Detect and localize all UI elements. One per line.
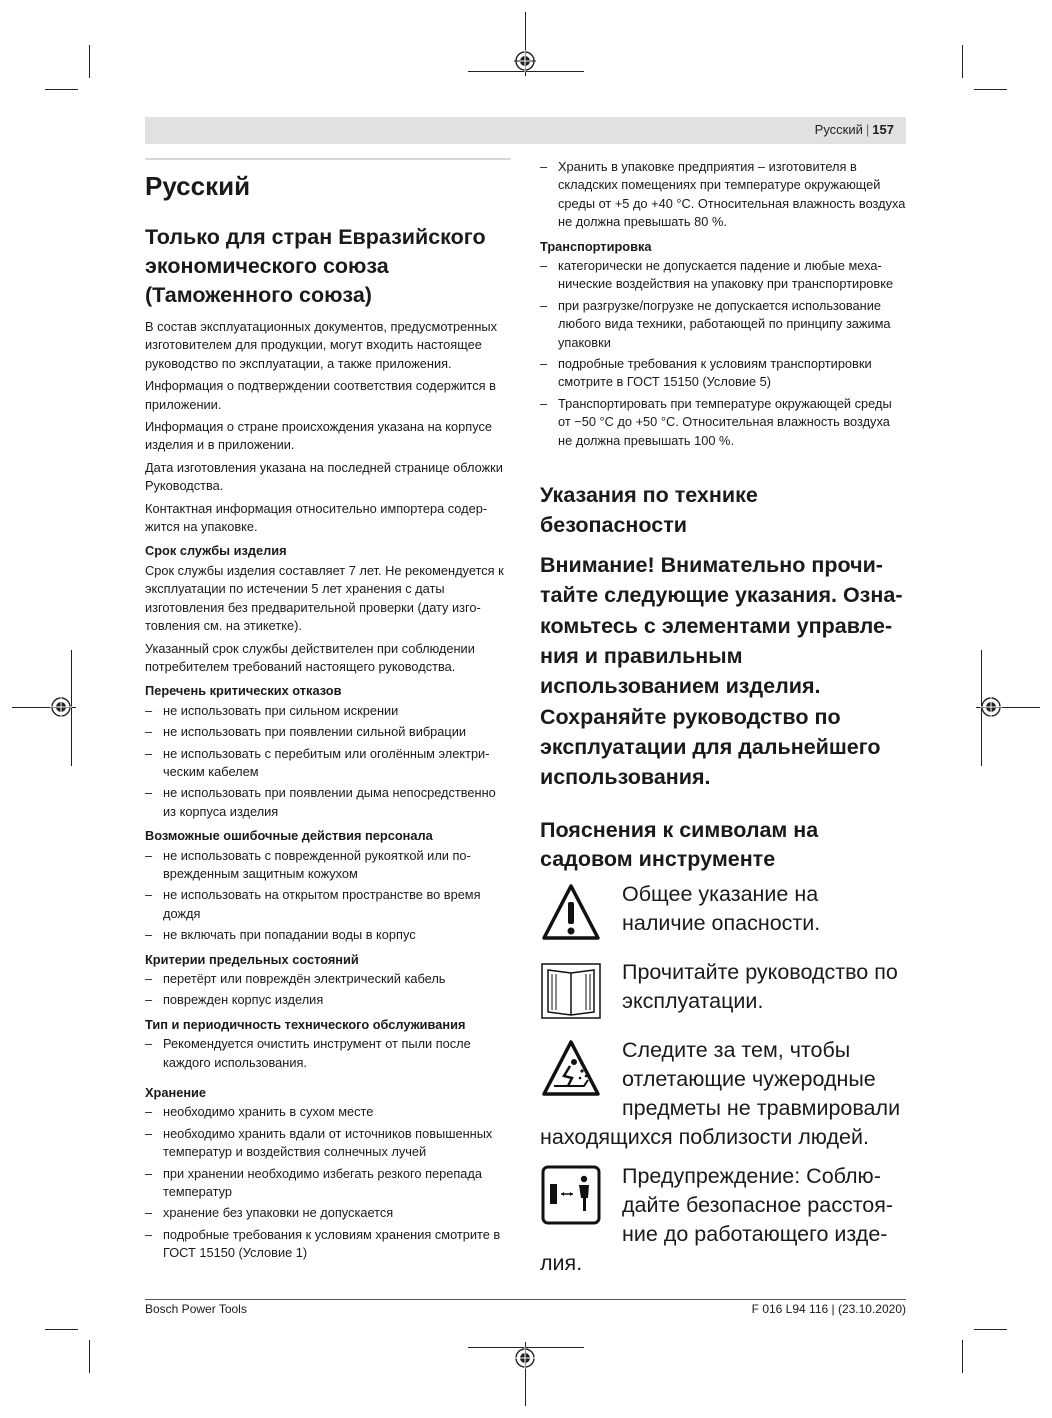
symbol-row xyxy=(540,1162,906,1278)
symbols-title: Пояснения к символам на садовом инструменте xyxy=(540,818,819,872)
list-item: – не использовать с перебитым или оголённым электрическим кабелем xyxy=(145,745,511,782)
list-item: – не использовать при сильном искрении xyxy=(145,702,511,720)
errors-list xyxy=(145,847,511,945)
crop-mark xyxy=(974,1329,1007,1330)
errors-heading: Возможные ошибочные действия персонала xyxy=(145,828,433,844)
limits-heading: Критерии предельных состояний xyxy=(145,951,359,967)
crop-mark xyxy=(45,1329,78,1330)
page-number: 157 xyxy=(872,122,894,137)
list-item: – не использовать при появлении дыма непосредственно из корпуса изделия xyxy=(145,784,511,821)
maintenance-heading: Тип и периодичность технического обслуживания xyxy=(145,1016,466,1032)
transport-list xyxy=(540,257,906,450)
intro-paragraph: Информация о стране происхождения указана на корпусе изделия и в приложении. xyxy=(145,419,492,453)
crop-mark xyxy=(974,89,1007,90)
critical-failures-heading: Перечень критических отказов xyxy=(145,683,342,699)
storage-list xyxy=(145,1103,511,1262)
crop-mark xyxy=(962,45,963,78)
flying-debris-icon xyxy=(540,1038,602,1100)
header-text: Русский | 157 xyxy=(814,122,894,137)
service-life-paragraph: Указанный срок службы действителен при соблюдении потребителем требований настоящего руководства. xyxy=(145,640,475,674)
footer-doc-code: F 016 L94 116 | (23.10.2020) xyxy=(751,1302,906,1316)
critical-failures-list xyxy=(145,702,511,821)
list-item: – не использовать при появлении сильной вибрации xyxy=(145,723,511,741)
intro-paragraph: Дата изготовления указана на последней странице обложки Руководства. xyxy=(145,459,503,494)
safety-warning: Внимание! Внимательно прочитайте следующие указания. Ознакомьтесь с элементами управления и правильным использованием изделия. Сохраняйте руководство по эксплуатации для дальнейшего использования. xyxy=(540,553,903,790)
footer-divider xyxy=(145,1299,906,1300)
symbol-row xyxy=(540,880,906,948)
warning-triangle-icon xyxy=(540,882,602,944)
maintenance-list xyxy=(145,1035,511,1072)
list-item: – перетёрт или повреждён электрический кабель xyxy=(145,970,511,988)
list-item: – при разгрузке/погрузке не допускается использование любого вида техники, работающей по принципу зажима упаковки xyxy=(540,297,906,352)
list-item: – Транспортировать при температуре окружающей среды от −50 °C до +50 °C. Относительная влажность воздуха не должна превышать 100 %. xyxy=(540,395,906,450)
list-item: – хранение без упаковки не допускается xyxy=(145,1204,511,1222)
list-item: – при хранении необходимо избегать резкого перепада температур xyxy=(145,1165,511,1202)
service-life-heading: Срок службы изделия xyxy=(145,543,287,559)
symbol-text: Общее указание на наличие опасности. xyxy=(622,882,821,936)
list-item: – Хранить в упаковке предприятия – изготовителя в складских помещениях при температуре окружающей среды от +5 до +40 °C. Относительная влажность воздуха не должна превышать 80 %. xyxy=(540,158,906,232)
symbol-row xyxy=(540,1036,906,1152)
header-section: Русский xyxy=(814,122,863,137)
crop-mark xyxy=(45,89,78,90)
list-item: – категорически не допускается падение и любые механические воздействия на упаковку при транспортировке xyxy=(540,257,906,294)
storage-continued-list xyxy=(540,158,906,232)
list-item: – не использовать на открытом пространстве во время дождя xyxy=(145,886,511,923)
intro-paragraph: В состав эксплуатационных документов, предусмотренных изготовителем для продукции, могут входить настоящее руководство по эксплуатации, а также приложения. xyxy=(145,319,497,371)
transport-heading: Транспортировка xyxy=(540,238,652,254)
symbol-row xyxy=(540,958,906,1026)
read-manual-icon xyxy=(540,960,602,1022)
intro-paragraph: Контактная информация относительно импортера содержится на упаковке. xyxy=(145,500,488,535)
symbol-text: Прочитайте руководство по эксплуатации. xyxy=(622,960,898,1014)
safe-distance-icon xyxy=(540,1164,602,1226)
section-subtitle: Только для стран Евразийского экономического союза (Таможенного союза) xyxy=(145,225,486,307)
registration-mark-icon xyxy=(980,696,1002,718)
list-item: – не использовать с поврежденной рукояткой или поврежденным защитным кожухом xyxy=(145,847,511,884)
safety-title: Указания по технике безопасности xyxy=(540,483,758,538)
symbol-text: Следите за тем, чтобы отлетающие чужеродные предметы не травмировали находящихся поблизости людей. xyxy=(540,1038,901,1150)
list-item: – не включать при попадании воды в корпус xyxy=(145,926,511,944)
list-item: – необходимо хранить в сухом месте xyxy=(145,1103,511,1121)
registration-mark-icon xyxy=(50,696,72,718)
crop-mark xyxy=(89,45,90,78)
service-life-paragraph: Срок службы изделия составляет 7 лет. Не рекомендуется к эксплуатации по истечении 5 лет хранения с даты изготовления без предварительной проверки (дату изготовления см. на этикетке). xyxy=(145,562,504,634)
intro-paragraph: Информация о подтверждении соответствия содержится в приложении. xyxy=(145,378,496,412)
list-item: – необходимо хранить вдали от источников повышенных температур и воздействия солнечных лучей xyxy=(145,1125,511,1162)
page-title: Русский xyxy=(145,171,251,201)
list-item: – Рекомендуется очистить инструмент от пыли после каждого использования. xyxy=(145,1035,511,1072)
crop-mark xyxy=(962,1340,963,1373)
registration-mark-icon xyxy=(514,50,536,72)
right-column xyxy=(540,158,906,1288)
storage-heading: Хранение xyxy=(145,1085,207,1101)
symbol-text: Предупреждение: Соблюдайте безопасное расстояние до работающего изделия. xyxy=(540,1164,894,1276)
footer-brand: Bosch Power Tools xyxy=(145,1302,247,1316)
crop-mark xyxy=(89,1340,90,1373)
list-item: – подробные требования к условиям хранения смотрите в ГОСТ 15150 (Условие 1) xyxy=(145,1226,511,1263)
registration-mark-icon xyxy=(514,1347,536,1369)
limits-list xyxy=(145,970,511,1010)
page-header xyxy=(145,117,906,144)
left-column xyxy=(145,158,511,1266)
list-item: – поврежден корпус изделия xyxy=(145,991,511,1009)
list-item: – подробные требования к условиям транспортировки смотрите в ГОСТ 15150 (Условие 5) xyxy=(540,355,906,392)
